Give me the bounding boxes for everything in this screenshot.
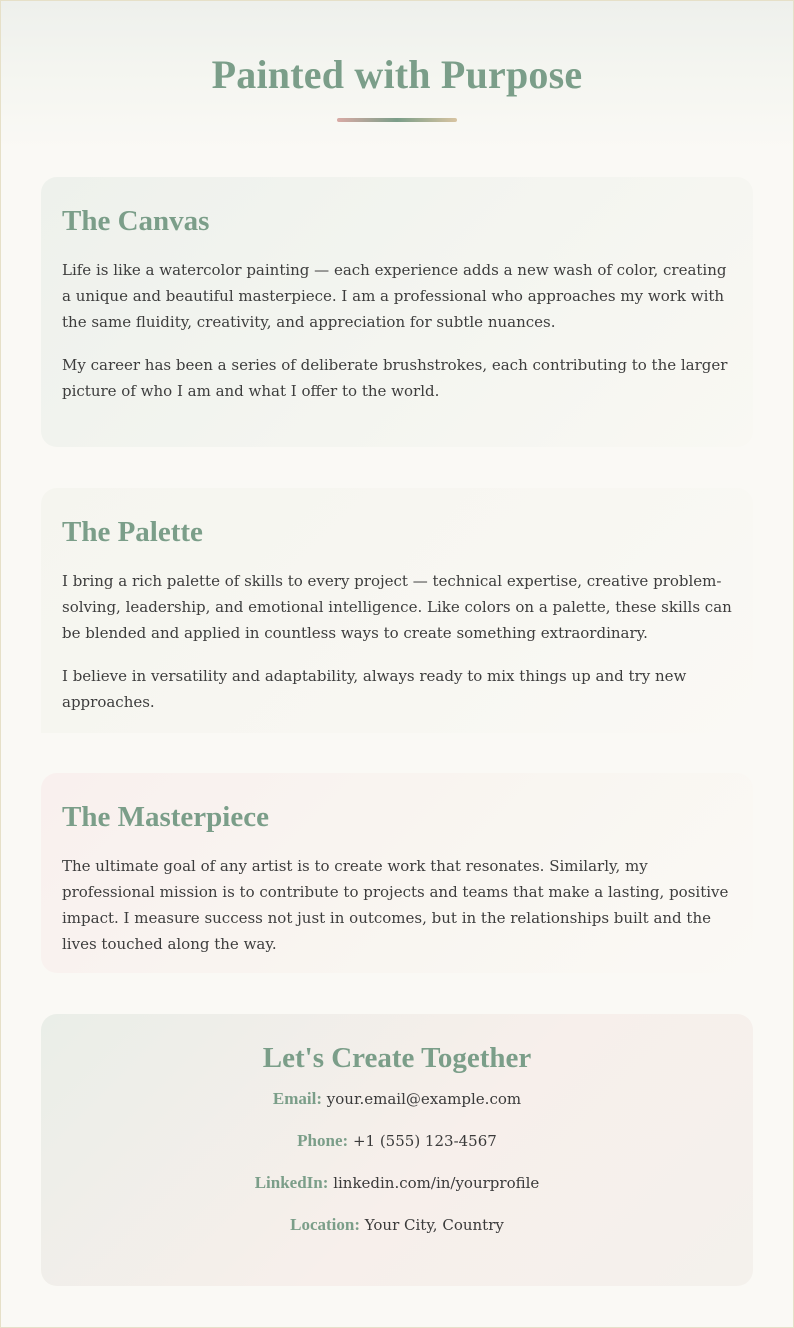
section-paragraph: My career has been a series of deliberate brushstrokes, each contributing to the larger picture of who I am and what I offer to the world. xyxy=(62,356,728,400)
section-paragraph: I believe in versatility and adaptability, always ready to mix things up and try new approaches. xyxy=(62,667,687,711)
contact-linkedin-value[interactable]: linkedin.com/in/yourprofile xyxy=(333,1174,540,1192)
title-divider xyxy=(337,118,457,122)
section-heading: The Canvas xyxy=(62,205,210,237)
contact-email-value[interactable]: your.email@example.com xyxy=(326,1090,522,1108)
contact-email-label: Email: xyxy=(272,1089,323,1108)
section-paragraph: Life is like a watercolor painting — each experience adds a new wash of color, creating a unique and beautiful masterpiece. I am a professional who approaches my work with the same fluidity, creativity, and appreciation for subtle nuances. xyxy=(62,261,727,331)
section-the-canvas xyxy=(41,177,753,447)
contact-section xyxy=(41,1014,753,1286)
page-title: Painted with Purpose xyxy=(211,52,583,97)
contact-heading: Let's Create Together xyxy=(262,1042,532,1074)
section-heading: The Palette xyxy=(62,516,203,548)
section-the-masterpiece xyxy=(41,773,753,973)
contact-location xyxy=(41,1214,753,1236)
contact-phone xyxy=(41,1130,753,1152)
contact-linkedin xyxy=(41,1172,753,1194)
contact-phone-label: Phone: xyxy=(297,1131,349,1150)
contact-location-label: Location: xyxy=(290,1215,361,1234)
contact-linkedin-label: LinkedIn: xyxy=(254,1173,329,1192)
contact-email xyxy=(41,1088,753,1110)
contact-phone-value[interactable]: +1 (555) 123-4567 xyxy=(352,1132,497,1150)
section-the-palette xyxy=(41,488,753,733)
contact-location-value: Your City, Country xyxy=(364,1216,504,1234)
page-header xyxy=(1,1,793,122)
section-heading: The Masterpiece xyxy=(62,801,269,833)
section-paragraph: The ultimate goal of any artist is to create work that resonates. Similarly, my professional mission is to contribute to projects and teams that make a lasting, positive impact. I measure success not just in outcomes, but in the relationships built and the lives touched along the way. xyxy=(62,857,729,953)
section-paragraph: I bring a rich palette of skills to every project — technical expertise, creative problem-solving, leadership, and emotional intelligence. Like colors on a palette, these skills can be blended and applied in countless ways to create something extraordinary. xyxy=(62,572,732,642)
